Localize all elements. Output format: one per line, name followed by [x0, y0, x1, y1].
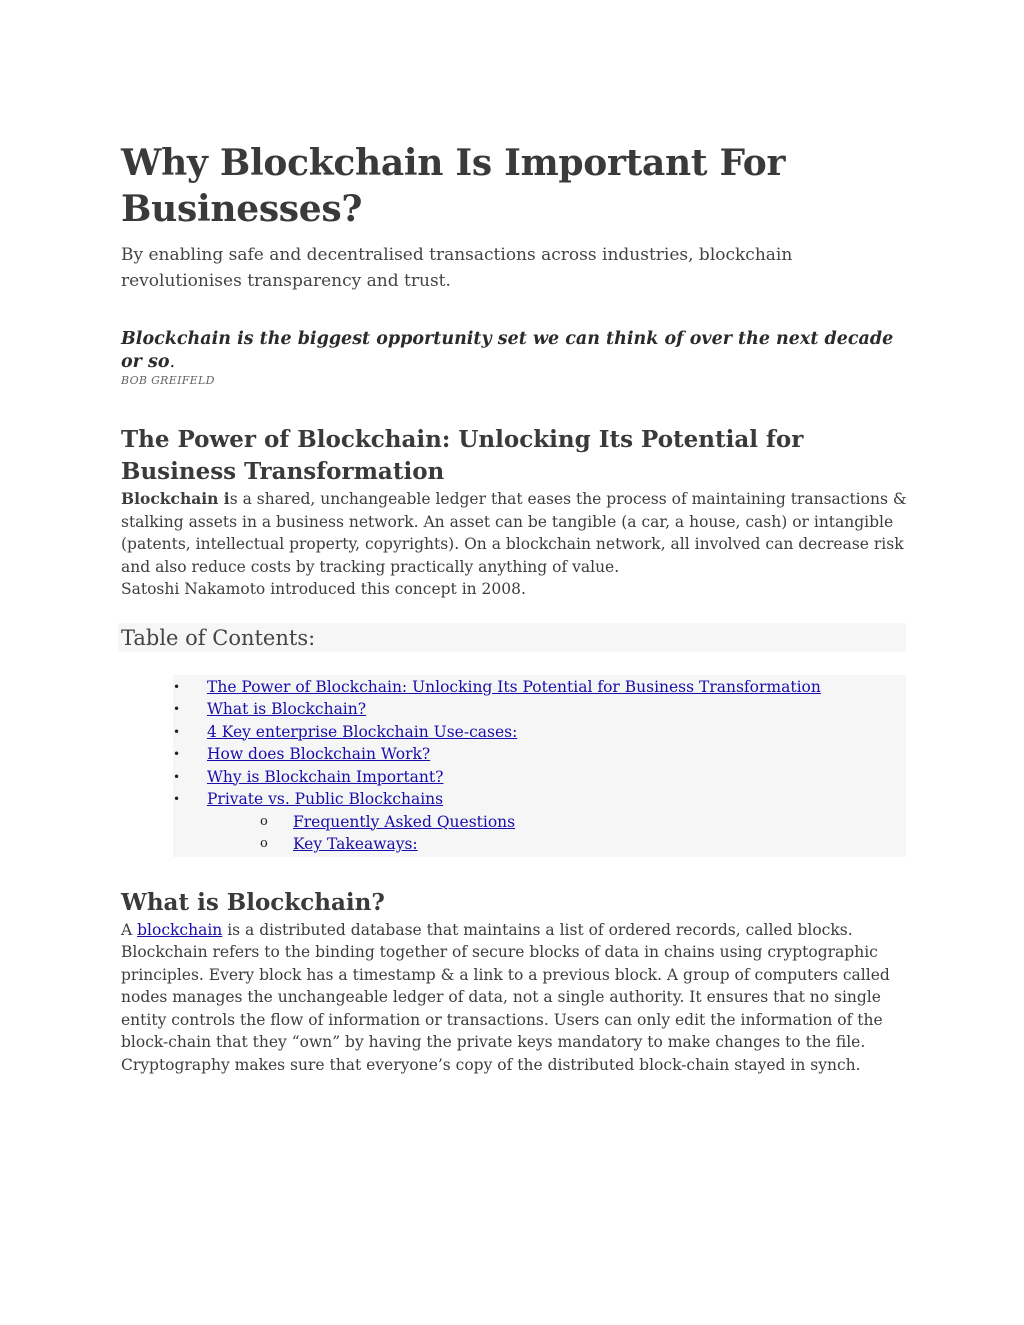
section-power-paragraph: [121, 488, 907, 578]
section-heading-power: The Power of Blockchain: Unlocking Its Potential for Business Transformation: [121, 426, 804, 485]
toc-title: Table of Contents:: [121, 625, 316, 650]
quote-author: BOB GREIFELD: [121, 374, 215, 387]
bullet-icon: •: [173, 769, 181, 784]
page-title: Why Blockchain Is Important For Businesses?: [121, 142, 786, 230]
toc-subitem: [173, 811, 906, 834]
toc-item: [173, 698, 906, 721]
section-power-body: s a shared, unchangeable ledger that eases the process of maintaining transactions & stalking assets in a business network. An asset can be tangible (a car, a house, cash) or intangible (patents, intellectual property, copyrights). On a blockchain network, all involved can decrease risk and also reduce costs by tracking practically anything of value.: [121, 490, 907, 576]
section-heading-what-is: What is Blockchain?: [121, 888, 385, 916]
bullet-icon: •: [173, 679, 181, 694]
section-what-lead: A: [121, 920, 138, 939]
toc-item: [173, 676, 906, 699]
bullet-icon: •: [173, 792, 181, 806]
toc-list: [173, 675, 906, 857]
toc-item: [173, 766, 906, 789]
toc-item: [173, 721, 906, 744]
pull-quote: [121, 328, 907, 374]
bullet-icon: •: [173, 724, 181, 739]
toc-link-how-works[interactable]: How does Blockchain Work?: [207, 745, 431, 763]
toc-link-key-takeaways[interactable]: Key Takeaways:: [293, 835, 418, 853]
toc-link-why-important[interactable]: Why is Blockchain Important?: [207, 767, 444, 786]
section-what-paragraph: [121, 919, 907, 1077]
circle-bullet-icon: o: [260, 813, 268, 829]
satoshi-paragraph: Satoshi Nakamoto introduced this concept in 2008.: [121, 580, 526, 598]
pull-quote-period: .: [169, 352, 176, 372]
circle-bullet-icon: o: [260, 836, 268, 851]
toc-link-power[interactable]: The Power of Blockchain: Unlocking Its Potential for Business Transformation: [207, 677, 821, 696]
toc-link-faq[interactable]: Frequently Asked Questions: [293, 812, 516, 831]
toc-subitem: [173, 833, 906, 856]
toc-header: [118, 623, 906, 652]
bullet-icon: •: [173, 747, 181, 761]
toc-link-use-cases[interactable]: 4 Key enterprise Blockchain Use-cases:: [207, 722, 518, 741]
toc-link-what-is[interactable]: What is Blockchain?: [207, 700, 367, 718]
blockchain-link[interactable]: blockchain: [137, 920, 223, 939]
toc-item: [173, 743, 906, 766]
bullet-icon: •: [173, 702, 181, 716]
article-subtitle: By enabling safe and decentralised transactions across industries, blockchain revolutionises transparency and trust.: [121, 245, 793, 291]
section-what-body: is a distributed database that maintains a list of ordered records, called blocks. Blockchain refers to the binding together of secure blocks of data in chains using cryptographic principles. Every block has a timestamp & a link to a previous block. A group of computers called nodes manages the unchangeable ledger of data, not a single authority. It ensures that no single entity controls the flow of information or transactions. Users can only edit the information of the block-chain that they “own” by having the private keys mandatory to make changes to the file. Cryptography makes sure that everyone’s copy of the distributed block-chain stayed in synch.: [121, 920, 890, 1074]
toc-link-private-public[interactable]: Private vs. Public Blockchains: [207, 790, 444, 808]
article: [121, 140, 907, 1076]
bold-lead: Blockchain i: [121, 489, 230, 508]
toc-item: [173, 788, 906, 811]
pull-quote-text: Blockchain is the biggest opportunity set we can think of over the next decade or so: [121, 329, 894, 372]
